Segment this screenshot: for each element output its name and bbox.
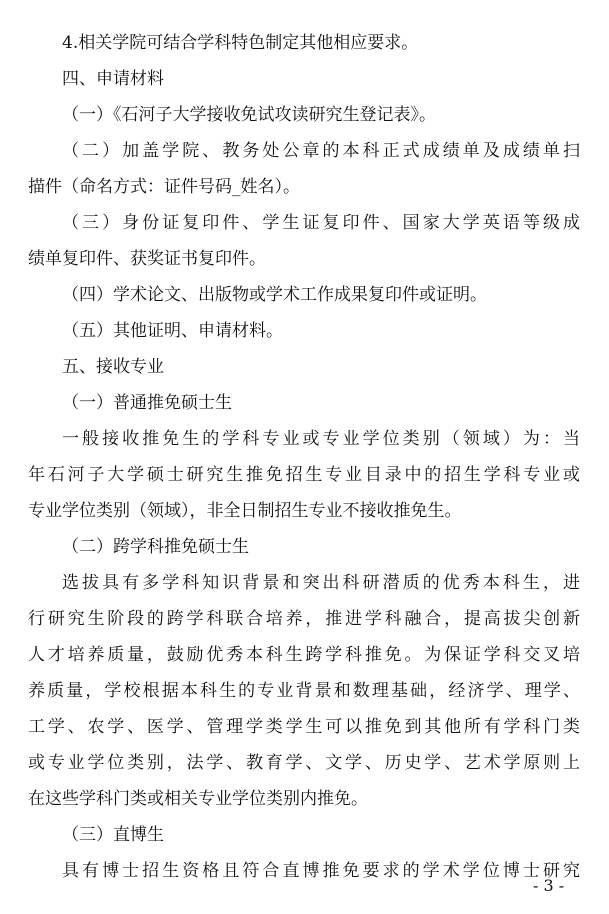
material-item-2-line-2: 描件（命名方式：证件号码_姓名）。 [28, 177, 300, 197]
paragraph-cross-line-2: 行研究生阶段的跨学科联合培养，推进学科融合，提高拔尖创新 [28, 609, 580, 629]
page-number: - 3 - [533, 876, 565, 895]
paragraph-cross-line-5: 工学、农学、医学、管理学类学生可以推免到其他所有学科门类 [28, 717, 580, 737]
subheading-direct-phd: （三）直博生 [62, 825, 164, 845]
paragraph-regular-line-3: 专业学位类别（领域），非全日制招生专业不接收推免生。 [28, 501, 462, 521]
section-heading-materials: 四、申请材料 [62, 69, 164, 89]
section-heading-majors: 五、接收专业 [62, 357, 164, 377]
material-item-4: （四）学术论文、出版物或学术工作成果复印件或证明。 [62, 285, 487, 305]
material-item-3-line-1: （三）身份证复印件、学生证复印件、国家大学英语等级成 [62, 213, 580, 233]
material-item-5: （五）其他证明、申请材料。 [62, 321, 283, 341]
material-item-2-line-1: （二）加盖学院、教务处公章的本科正式成绩单及成绩单扫 [62, 141, 580, 161]
paragraph-cross-line-3: 人才培养质量，鼓励优秀本科生跨学科推免。为保证学科交叉培 [28, 645, 580, 665]
paragraph-cross-line-7: 在这些学科门类或相关专业学位类别内推免。 [28, 789, 368, 809]
text-line-requirement-4: 4.相关学院可结合学科特色制定其他相应要求。 [62, 33, 419, 53]
paragraph-cross-line-1: 选拔具有多学科知识背景和突出科研潜质的优秀本科生，进 [62, 573, 580, 593]
paragraph-direct-phd-line-1: 具有博士招生资格且符合直博推免要求的学术学位博士研究 [62, 861, 580, 881]
paragraph-regular-line-1: 一般接收推免生的学科专业或专业学位类别（领域）为：当 [62, 429, 580, 449]
subheading-cross-discipline-master: （二）跨学科推免硕士生 [62, 537, 249, 557]
paragraph-cross-line-4: 养质量，学校根据本科生的专业背景和数理基础，经济学、理学、 [28, 681, 580, 701]
paragraph-regular-line-2: 年石河子大学硕士研究生推免招生专业目录中的招生学科专业或 [28, 465, 580, 485]
material-item-3-line-2: 绩单复印件、获奖证书复印件。 [28, 249, 266, 269]
material-item-1: （一）《石河子大学接收免试攻读研究生登记表》。 [62, 105, 436, 125]
paragraph-cross-line-6: 或专业学位类别，法学、教育学、文学、历史学、艺术学原则上 [28, 753, 580, 773]
subheading-regular-master: （一）普通推免硕士生 [62, 393, 232, 413]
